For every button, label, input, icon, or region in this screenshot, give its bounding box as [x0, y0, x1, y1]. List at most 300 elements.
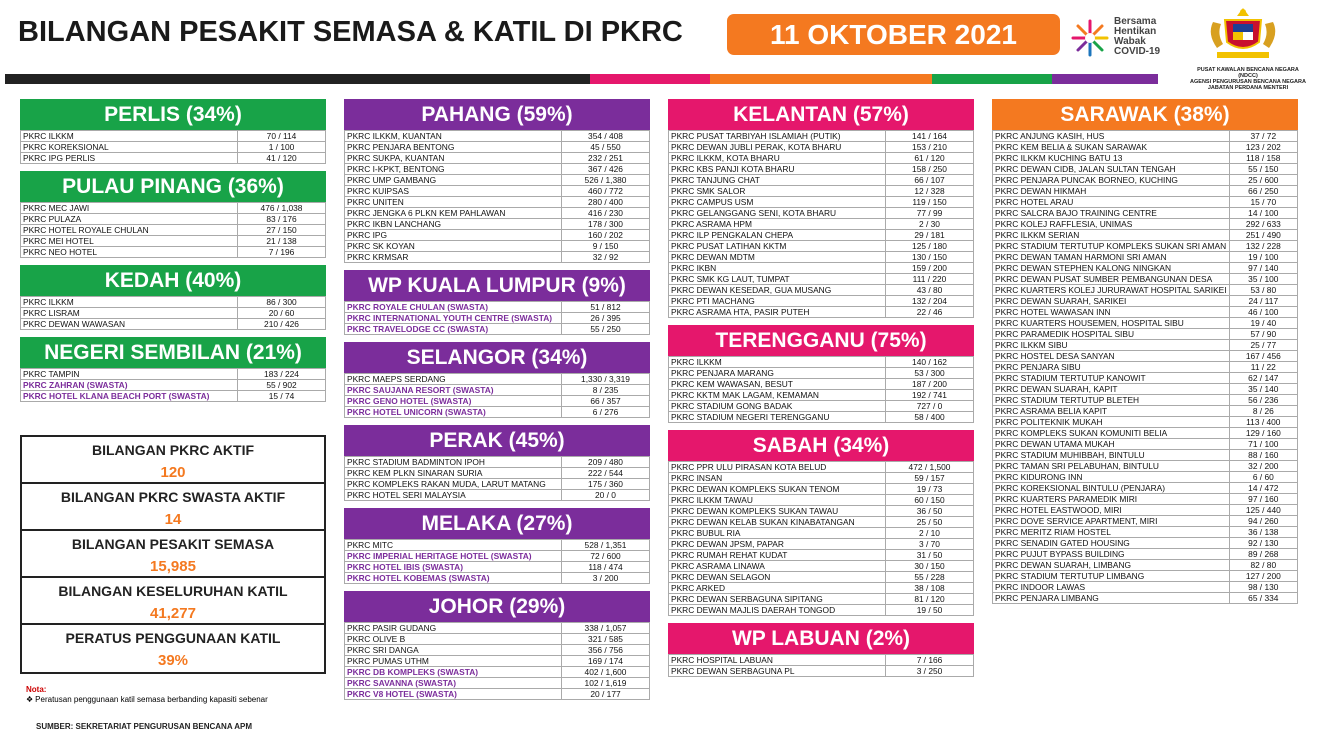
summary-stats	[20, 435, 326, 674]
pkrc-occupancy: 113 / 400	[1229, 417, 1297, 428]
table-row	[345, 490, 650, 501]
pkrc-occupancy: 35 / 100	[1229, 274, 1297, 285]
pkrc-name: PKRC DEWAN SUARAH, KAPIT	[993, 384, 1230, 395]
pkrc-occupancy: 86 / 300	[238, 297, 326, 308]
table-row	[669, 473, 974, 484]
region-kedah	[20, 265, 326, 330]
table-row	[669, 164, 974, 175]
pkrc-name: PKRC OLIVE B	[345, 634, 562, 645]
column-1	[20, 99, 326, 409]
table-row	[669, 368, 974, 379]
pkrc-name: PKRC KEM PLKN SINARAN SURIA	[345, 468, 562, 479]
pkrc-occupancy: 32 / 92	[562, 252, 650, 263]
pkrc-occupancy: 46 / 100	[1229, 307, 1297, 318]
table-row	[21, 214, 326, 225]
stat-value: 14	[164, 511, 182, 528]
pkrc-occupancy: 169 / 174	[562, 656, 650, 667]
table-row	[345, 252, 650, 263]
table-row	[345, 457, 650, 468]
table-row	[345, 667, 650, 678]
stat-value: 39%	[157, 652, 189, 669]
table-row	[21, 142, 326, 153]
pkrc-occupancy: 77 / 99	[886, 208, 974, 219]
pkrc-name: PKRC DEWAN SELAGON	[669, 572, 886, 583]
table-row	[993, 549, 1298, 560]
table-row	[345, 175, 650, 186]
table-row	[345, 479, 650, 490]
table-row	[345, 645, 650, 656]
pkrc-name: PKRC DEWAN JUBLI PERAK, KOTA BHARU	[669, 142, 886, 153]
pkrc-occupancy: 25 / 600	[1229, 175, 1297, 186]
table-row	[669, 550, 974, 561]
table-row	[669, 274, 974, 285]
table-row	[993, 219, 1298, 230]
date-badge: 11 OKTOBER 2021	[727, 14, 1060, 55]
pkrc-name: PKRC PPR ULU PIRASAN KOTA BELUD	[669, 462, 886, 473]
pkrc-occupancy: 53 / 300	[886, 368, 974, 379]
pkrc-occupancy: 125 / 440	[1229, 505, 1297, 516]
pkrc-occupancy: 338 / 1,057	[562, 623, 650, 634]
region-pulau-pinang	[20, 171, 326, 258]
pkrc-name: PKRC TAMAN SRI PELABUHAN, BINTULU	[993, 461, 1230, 472]
pkrc-name: PKRC ILKKM SIBU	[993, 340, 1230, 351]
pkrc-table	[344, 456, 650, 501]
table-row	[993, 329, 1298, 340]
table-row	[21, 319, 326, 330]
pkrc-name: PKRC HOTEL IBIS (SWASTA)	[345, 562, 562, 573]
region-header: MELAKA (27%)	[344, 508, 650, 539]
pkrc-occupancy: 19 / 100	[1229, 252, 1297, 263]
table-row	[345, 407, 650, 418]
pkrc-name: PKRC PASIR GUDANG	[345, 623, 562, 634]
table-row	[345, 142, 650, 153]
table-row	[993, 296, 1298, 307]
pkrc-name: PKRC PENJARA LIMBANG	[993, 593, 1230, 604]
pkrc-name: PKRC KUARTERS HOUSEMEN, HOSPITAL SIBU	[993, 318, 1230, 329]
pkrc-occupancy: 45 / 550	[562, 142, 650, 153]
pkrc-occupancy: 55 / 902	[238, 380, 326, 391]
pkrc-occupancy: 62 / 147	[1229, 373, 1297, 384]
pkrc-occupancy: 132 / 228	[1229, 241, 1297, 252]
pkrc-occupancy: 53 / 80	[1229, 285, 1297, 296]
pkrc-name: PKRC ILKKM	[669, 357, 886, 368]
table-row	[669, 412, 974, 423]
pkrc-occupancy: 8 / 235	[562, 385, 650, 396]
table-row	[345, 164, 650, 175]
pkrc-name: PKRC STADIUM MUHIBBAH, BINTULU	[993, 450, 1230, 461]
pkrc-occupancy: 192 / 741	[886, 390, 974, 401]
pkrc-name: PKRC ROYALE CHULAN (SWASTA)	[345, 302, 562, 313]
pkrc-occupancy: 32 / 200	[1229, 461, 1297, 472]
region-labuan	[668, 623, 974, 677]
pkrc-name: PKRC HOTEL EASTWOOD, MIRI	[993, 505, 1230, 516]
table-row	[345, 153, 650, 164]
pkrc-name: PKRC STADIUM GONG BADAK	[669, 401, 886, 412]
table-row	[21, 131, 326, 142]
pkrc-name: PKRC GELANGGANG SENI, KOTA BHARU	[669, 208, 886, 219]
table-row	[993, 252, 1298, 263]
table-row	[669, 307, 974, 318]
pkrc-name: PKRC GENO HOTEL (SWASTA)	[345, 396, 562, 407]
pkrc-occupancy: 24 / 117	[1229, 296, 1297, 307]
pkrc-occupancy: 57 / 90	[1229, 329, 1297, 340]
pkrc-table	[668, 130, 974, 318]
table-row	[993, 439, 1298, 450]
pkrc-name: PKRC DEWAN WAWASAN	[21, 319, 238, 330]
pkrc-table	[344, 373, 650, 418]
pkrc-name: PKRC KOLEJ RAFFLESIA, UNIMAS	[993, 219, 1230, 230]
pkrc-name: PKRC HOSTEL DESA SANYAN	[993, 351, 1230, 362]
pkrc-name: PKRC SK KOYAN	[345, 241, 562, 252]
table-row	[669, 390, 974, 401]
pkrc-name: PKRC POLITEKNIK MUKAH	[993, 417, 1230, 428]
stat-current-patients	[22, 531, 324, 578]
table-row	[993, 351, 1298, 362]
stat-value: 120	[160, 464, 186, 481]
table-row	[21, 203, 326, 214]
table-row	[993, 186, 1298, 197]
pkrc-occupancy: 19 / 50	[886, 605, 974, 616]
pkrc-table	[20, 296, 326, 330]
region-header: SABAH (34%)	[668, 430, 974, 461]
stat-label: BILANGAN KESELURUHAN KATIL	[58, 583, 288, 599]
pkrc-name: PKRC ILKKM KUCHING BATU 13	[993, 153, 1230, 164]
pkrc-occupancy: 321 / 585	[562, 634, 650, 645]
pkrc-occupancy: 58 / 400	[886, 412, 974, 423]
pkrc-occupancy: 3 / 200	[562, 573, 650, 584]
table-row	[993, 494, 1298, 505]
pkrc-occupancy: 127 / 200	[1229, 571, 1297, 582]
pkrc-name: PKRC HOTEL KOBEMAS (SWASTA)	[345, 573, 562, 584]
pkrc-occupancy: 66 / 250	[1229, 186, 1297, 197]
pkrc-table	[344, 301, 650, 335]
color-stripe	[590, 74, 710, 84]
table-row	[669, 561, 974, 572]
pkrc-occupancy: 8 / 26	[1229, 406, 1297, 417]
pkrc-table	[20, 368, 326, 402]
table-row	[345, 302, 650, 313]
pkrc-occupancy: 183 / 224	[238, 369, 326, 380]
pkrc-name: PKRC STADIUM TERTUTUP KANOWIT	[993, 373, 1230, 384]
pkrc-name: PKRC CAMPUS USM	[669, 197, 886, 208]
pkrc-occupancy: 102 / 1,619	[562, 678, 650, 689]
pkrc-name: PKRC ASRAMA LINAWA	[669, 561, 886, 572]
campaign-text: Bersama Hentikan Wabak COVID-19	[1114, 16, 1161, 57]
page-title: BILANGAN PESAKIT SEMASA & KATIL DI PKRC	[18, 16, 683, 48]
pkrc-name: PKRC SAUJANA RESORT (SWASTA)	[345, 385, 562, 396]
region-header: KELANTAN (57%)	[668, 99, 974, 130]
pkrc-occupancy: 367 / 426	[562, 164, 650, 175]
pkrc-occupancy: 25 / 77	[1229, 340, 1297, 351]
table-row	[345, 396, 650, 407]
table-row	[669, 605, 974, 616]
region-header: PERAK (45%)	[344, 425, 650, 456]
pkrc-occupancy: 129 / 160	[1229, 428, 1297, 439]
table-row	[345, 186, 650, 197]
pkrc-name: PKRC SALCRA BAJO TRAINING CENTRE	[993, 208, 1230, 219]
pkrc-occupancy: 89 / 268	[1229, 549, 1297, 560]
pkrc-name: PKRC MAEPS SERDANG	[345, 374, 562, 385]
table-row	[993, 208, 1298, 219]
table-row	[993, 285, 1298, 296]
pkrc-name: PKRC IMPERIAL HERITAGE HOTEL (SWASTA)	[345, 551, 562, 562]
table-row	[669, 462, 974, 473]
pkrc-occupancy: 280 / 400	[562, 197, 650, 208]
table-row	[993, 428, 1298, 439]
table-row	[993, 571, 1298, 582]
pkrc-occupancy: 14 / 472	[1229, 483, 1297, 494]
region-perlis	[20, 99, 326, 164]
table-row	[669, 142, 974, 153]
pkrc-occupancy: 2 / 10	[886, 528, 974, 539]
pkrc-name: PKRC ILKKM	[21, 297, 238, 308]
pkrc-name: PKRC ASRAMA HTA, PASIR PUTEH	[669, 307, 886, 318]
agency-caption: PUSAT KAWALAN BENCANA NEGARA (NDCC) AGENSI PENGURUSAN BENCANA NEGARA JABATAN PERDANA MENTERI	[1190, 67, 1306, 91]
table-row	[345, 689, 650, 700]
pkrc-occupancy: 66 / 107	[886, 175, 974, 186]
pkrc-name: PKRC DEWAN PUSAT SUMBER PEMBANGUNAN DESA	[993, 274, 1230, 285]
color-stripe	[710, 74, 932, 84]
pkrc-name: PKRC PUSAT LATIHAN KKTM	[669, 241, 886, 252]
table-row	[993, 307, 1298, 318]
pkrc-name: PKRC DEWAN SERBAGUNA SIPITANG	[669, 594, 886, 605]
pkrc-occupancy: 187 / 200	[886, 379, 974, 390]
table-row	[993, 505, 1298, 516]
table-row	[993, 384, 1298, 395]
pkrc-name: PKRC DEWAN STEPHEN KALONG NINGKAN	[993, 263, 1230, 274]
table-row	[345, 208, 650, 219]
pkrc-name: PKRC PUJUT BYPASS BUILDING	[993, 549, 1230, 560]
pkrc-name: PKRC DEWAN SUARAH, LIMBANG	[993, 560, 1230, 571]
pkrc-name: PKRC I-KPKT, BENTONG	[345, 164, 562, 175]
table-row	[345, 230, 650, 241]
pkrc-table	[668, 461, 974, 616]
pkrc-name: PKRC ARKED	[669, 583, 886, 594]
table-row	[345, 241, 650, 252]
table-row	[993, 263, 1298, 274]
pkrc-occupancy: 153 / 210	[886, 142, 974, 153]
pkrc-occupancy: 476 / 1,038	[238, 203, 326, 214]
table-row	[345, 623, 650, 634]
table-row	[669, 572, 974, 583]
pkrc-table	[344, 622, 650, 700]
pkrc-occupancy: 19 / 73	[886, 484, 974, 495]
stat-active-private-pkrc	[22, 484, 324, 531]
table-row	[993, 527, 1298, 538]
table-row	[345, 374, 650, 385]
pkrc-occupancy: 526 / 1,380	[562, 175, 650, 186]
region-terengganu	[668, 325, 974, 423]
pkrc-occupancy: 19 / 40	[1229, 318, 1297, 329]
table-row	[345, 562, 650, 573]
pkrc-name: PKRC KBS PANJI KOTA BHARU	[669, 164, 886, 175]
pkrc-occupancy: 222 / 544	[562, 468, 650, 479]
table-row	[993, 164, 1298, 175]
pkrc-occupancy: 1,330 / 3,319	[562, 374, 650, 385]
table-row	[669, 506, 974, 517]
pkrc-name: PKRC DEWAN JPSM, PAPAR	[669, 539, 886, 550]
pkrc-occupancy: 402 / 1,600	[562, 667, 650, 678]
pkrc-name: PKRC RUMAH REHAT KUDAT	[669, 550, 886, 561]
table-row	[21, 380, 326, 391]
table-row	[993, 593, 1298, 604]
region-sarawak	[992, 99, 1298, 604]
pkrc-occupancy: 27 / 150	[238, 225, 326, 236]
table-row	[345, 468, 650, 479]
pkrc-occupancy: 727 / 0	[886, 401, 974, 412]
region-header: KEDAH (40%)	[20, 265, 326, 296]
pkrc-occupancy: 130 / 150	[886, 252, 974, 263]
pkrc-name: PKRC STADIUM TERTUTUP KOMPLEKS SUKAN SRI AMAN	[993, 241, 1230, 252]
table-row	[669, 153, 974, 164]
pkrc-occupancy: 7 / 166	[886, 655, 974, 666]
pkrc-name: PKRC KUARTERS KOLEJ JURURAWAT HOSPITAL SARIKEI	[993, 285, 1230, 296]
pkrc-name: PKRC ILKKM, KOTA BHARU	[669, 153, 886, 164]
region-kelantan	[668, 99, 974, 318]
pkrc-occupancy: 15 / 70	[1229, 197, 1297, 208]
pkrc-occupancy: 178 / 300	[562, 219, 650, 230]
table-row	[669, 517, 974, 528]
column-3	[668, 99, 974, 684]
table-row	[669, 230, 974, 241]
note-title: Nota:	[26, 685, 47, 694]
pkrc-name: PKRC HOTEL SERI MALAYSIA	[345, 490, 562, 501]
table-row	[21, 225, 326, 236]
column-4	[992, 99, 1298, 611]
pkrc-name: PKRC PUMAS UTHM	[345, 656, 562, 667]
pkrc-occupancy: 83 / 176	[238, 214, 326, 225]
pkrc-name: PKRC HOTEL KLANA BEACH PORT (SWASTA)	[21, 391, 238, 402]
pkrc-name: PKRC STADIUM NEGERI TERENGGANU	[669, 412, 886, 423]
pkrc-table	[344, 130, 650, 263]
pkrc-occupancy: 356 / 756	[562, 645, 650, 656]
pkrc-occupancy: 25 / 50	[886, 517, 974, 528]
table-row	[669, 296, 974, 307]
pkrc-name: PKRC DEWAN KESEDAR, GUA MUSANG	[669, 285, 886, 296]
pkrc-name: PKRC HOSPITAL LABUAN	[669, 655, 886, 666]
pkrc-occupancy: 140 / 162	[886, 357, 974, 368]
pkrc-occupancy: 14 / 100	[1229, 208, 1297, 219]
table-row	[993, 318, 1298, 329]
table-row	[993, 373, 1298, 384]
table-row	[21, 153, 326, 164]
pkrc-occupancy: 6 / 60	[1229, 472, 1297, 483]
pkrc-table	[20, 202, 326, 258]
pkrc-occupancy: 60 / 150	[886, 495, 974, 506]
pkrc-name: PKRC PENJARA MARANG	[669, 368, 886, 379]
pkrc-occupancy: 94 / 260	[1229, 516, 1297, 527]
pkrc-name: PKRC DEWAN KOMPLEKS SUKAN TENOM	[669, 484, 886, 495]
region-header: PERLIS (34%)	[20, 99, 326, 130]
pkrc-name: PKRC ILKKM SERIAN	[993, 230, 1230, 241]
table-row	[345, 540, 650, 551]
pkrc-name: PKRC DEWAN UTAMA MUKAH	[993, 439, 1230, 450]
table-row	[345, 634, 650, 645]
pkrc-occupancy: 36 / 138	[1229, 527, 1297, 538]
pkrc-name: PKRC HOTEL ARAU	[993, 197, 1230, 208]
pkrc-occupancy: 22 / 46	[886, 307, 974, 318]
pkrc-occupancy: 210 / 426	[238, 319, 326, 330]
pkrc-occupancy: 3 / 250	[886, 666, 974, 677]
pkrc-name: PKRC IKBN	[669, 263, 886, 274]
pkrc-occupancy: 72 / 600	[562, 551, 650, 562]
pkrc-name: PKRC MEC JAWI	[21, 203, 238, 214]
pkrc-occupancy: 31 / 50	[886, 550, 974, 561]
color-stripe	[932, 74, 1052, 84]
pkrc-name: PKRC DEWAN SUARAH, SARIKEI	[993, 296, 1230, 307]
pkrc-name: PKRC HOTEL UNICORN (SWASTA)	[345, 407, 562, 418]
pkrc-occupancy: 141 / 164	[886, 131, 974, 142]
pkrc-occupancy: 416 / 230	[562, 208, 650, 219]
table-row	[993, 483, 1298, 494]
pkrc-occupancy: 9 / 150	[562, 241, 650, 252]
table-row	[993, 516, 1298, 527]
pkrc-name: PKRC INDOOR LAWAS	[993, 582, 1230, 593]
table-row	[669, 379, 974, 390]
pkrc-occupancy: 41 / 120	[238, 153, 326, 164]
pkrc-name: PKRC TRAVELODGE CC (SWASTA)	[345, 324, 562, 335]
pkrc-occupancy: 132 / 204	[886, 296, 974, 307]
bullet-icon: ❖	[26, 695, 34, 704]
table-row	[993, 362, 1298, 373]
pkrc-table	[992, 130, 1298, 604]
column-2	[344, 99, 650, 707]
table-row	[993, 450, 1298, 461]
region-header: WP KUALA LUMPUR (9%)	[344, 270, 650, 301]
region-header: SARAWAK (38%)	[992, 99, 1298, 130]
region-header: NEGERI SEMBILAN (21%)	[20, 337, 326, 368]
pkrc-name: PKRC IKBN LANCHANG	[345, 219, 562, 230]
pkrc-name: PKRC DEWAN MDTM	[669, 252, 886, 263]
pkrc-name: PKRC ILKKM	[21, 131, 238, 142]
pkrc-occupancy: 61 / 120	[886, 153, 974, 164]
stat-label: BILANGAN PKRC AKTIF	[91, 442, 255, 458]
table-row	[669, 186, 974, 197]
pkrc-name: PKRC ZAHRAN (SWASTA)	[21, 380, 238, 391]
pkrc-name: PKRC PENJARA SIBU	[993, 362, 1230, 373]
table-row	[669, 655, 974, 666]
color-stripe	[5, 74, 590, 84]
pkrc-occupancy: 81 / 120	[886, 594, 974, 605]
pkrc-occupancy: 158 / 250	[886, 164, 974, 175]
header	[0, 0, 1334, 91]
table-row	[669, 357, 974, 368]
pkrc-name: PKRC KOMPLEKS RAKAN MUDA, LARUT MATANG	[345, 479, 562, 490]
pkrc-name: PKRC STADIUM TERTUTUP BLETEH	[993, 395, 1230, 406]
stat-label: BILANGAN PESAKIT SEMASA	[71, 536, 275, 552]
region-header: WP LABUAN (2%)	[668, 623, 974, 654]
pkrc-name: PKRC HOTEL ROYALE CHULAN	[21, 225, 238, 236]
stat-active-pkrc	[22, 437, 324, 484]
pkrc-occupancy: 55 / 250	[562, 324, 650, 335]
stat-label: PERATUS PENGGUNAAN KATIL	[65, 630, 281, 646]
pkrc-occupancy: 92 / 130	[1229, 538, 1297, 549]
pkrc-occupancy: 21 / 138	[238, 236, 326, 247]
pkrc-occupancy: 160 / 202	[562, 230, 650, 241]
pkrc-occupancy: 20 / 0	[562, 490, 650, 501]
pkrc-name: PKRC SRI DANGA	[345, 645, 562, 656]
table-row	[993, 340, 1298, 351]
stat-value: 41,277	[150, 605, 196, 622]
table-row	[345, 385, 650, 396]
pkrc-name: PKRC DEWAN SERBAGUNA PL	[669, 666, 886, 677]
pkrc-name: PKRC SMK KG LAUT, TUMPAT	[669, 274, 886, 285]
pkrc-name: PKRC ANJUNG KASIH, HUS	[993, 131, 1230, 142]
pkrc-occupancy: 43 / 80	[886, 285, 974, 296]
table-row	[669, 175, 974, 186]
table-row	[669, 594, 974, 605]
table-row	[669, 528, 974, 539]
